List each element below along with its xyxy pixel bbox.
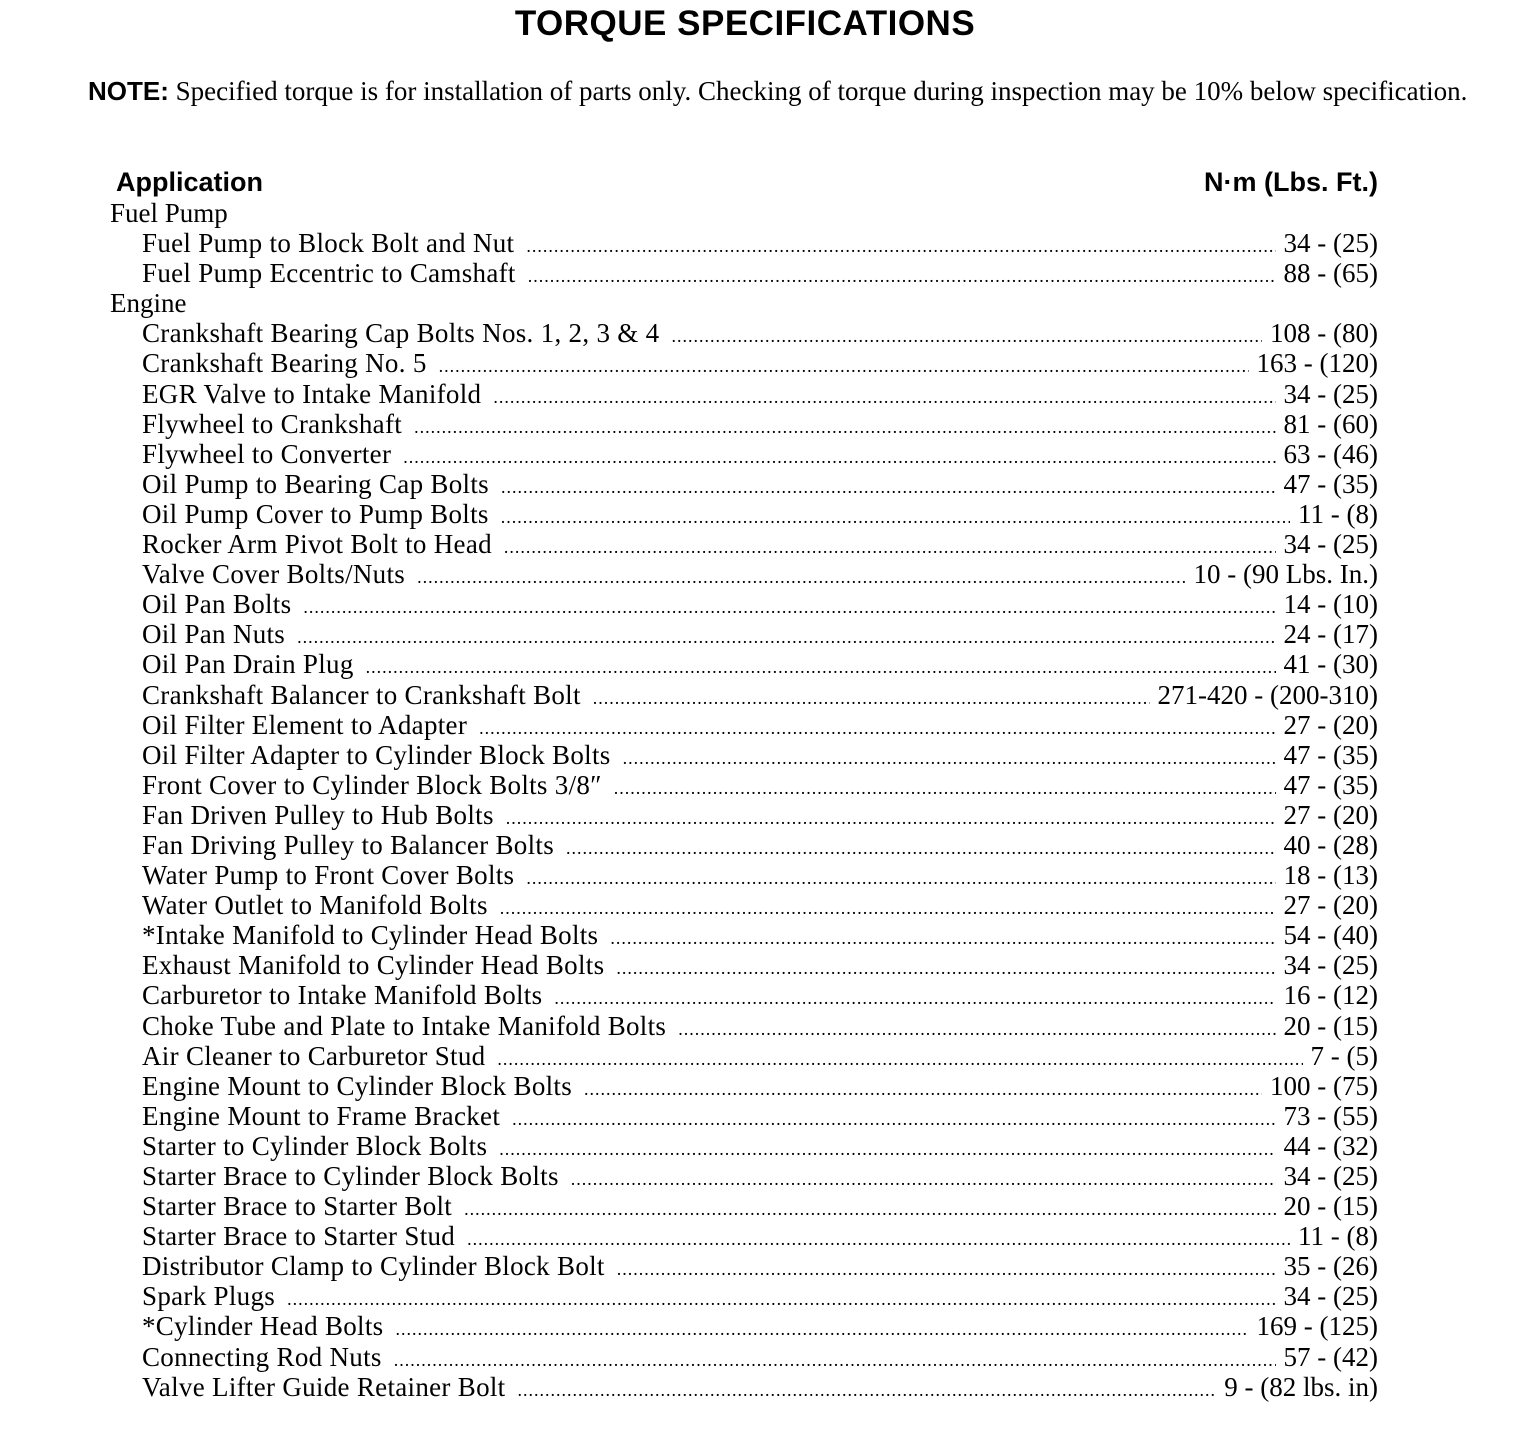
row-value: 27 - (20) (1283, 890, 1378, 921)
row-label: Rocker Arm Pivot Bolt to Head (142, 529, 492, 560)
note-paragraph (16, 76, 1476, 107)
row-value: 34 - (25) (1283, 1281, 1378, 1312)
row-value: 34 - (25) (1283, 529, 1378, 560)
table-row (110, 710, 1378, 740)
table-row (110, 890, 1378, 920)
row-value: 47 - (35) (1283, 468, 1378, 499)
row-value: 27 - (20) (1283, 799, 1378, 830)
row-value: 34 - (25) (1283, 228, 1378, 259)
note-label: NOTE: (88, 76, 169, 106)
table-row (110, 1101, 1378, 1131)
row-label: Flywheel to Converter (142, 438, 392, 469)
row-label: Choke Tube and Plate to Intake Manifold Bolts (142, 1010, 667, 1041)
dot-leader (403, 442, 1275, 469)
row-value: 88 - (65) (1283, 258, 1378, 289)
table-row (110, 228, 1378, 258)
row-value: 11 - (8) (1298, 1221, 1378, 1252)
row-label: Fan Driving Pulley to Balancer Bolts (142, 829, 555, 860)
dot-leader (593, 683, 1150, 710)
dot-leader (526, 231, 1275, 258)
row-value: 7 - (5) (1310, 1040, 1378, 1071)
dot-leader (394, 1345, 1276, 1372)
dot-leader (499, 1134, 1275, 1161)
row-label: Front Cover to Cylinder Block Bolts 3/8″ (142, 769, 602, 800)
column-header-torque: N·m (Lbs. Ft.) (1204, 167, 1378, 197)
row-label: Oil Pan Bolts (142, 589, 292, 620)
table-row (110, 1161, 1378, 1191)
row-value: 73 - (55) (1283, 1100, 1378, 1131)
row-value: 14 - (10) (1283, 589, 1378, 620)
table-row (110, 529, 1378, 559)
row-label: Engine Mount to Cylinder Block Bolts (142, 1070, 573, 1101)
row-label: Water Pump to Front Cover Bolts (142, 860, 515, 891)
row-value: 20 - (15) (1283, 1010, 1378, 1041)
row-value: 20 - (15) (1283, 1191, 1378, 1222)
row-value: 10 - (90 Lbs. In.) (1193, 559, 1378, 590)
row-label: Exhaust Manifold to Cylinder Head Bolts (142, 950, 605, 981)
row-value: 41 - (30) (1283, 649, 1378, 680)
dot-leader (617, 1254, 1276, 1281)
table-row (110, 740, 1378, 770)
row-label: Crankshaft Balancer to Crankshaft Bolt (142, 679, 581, 710)
dot-leader (366, 652, 1276, 679)
dot-leader (554, 983, 1275, 1010)
row-value: 34 - (25) (1283, 1161, 1378, 1191)
table-row (110, 409, 1378, 439)
table-row (110, 680, 1378, 710)
section-heading: Fuel Pump (110, 198, 228, 228)
dot-leader (467, 1224, 1290, 1251)
row-label: Starter Brace to Starter Stud (142, 1221, 456, 1252)
dot-leader (504, 532, 1276, 559)
dot-leader (500, 893, 1276, 920)
table-row (110, 649, 1378, 679)
dot-leader (497, 1044, 1302, 1071)
table-row (110, 619, 1378, 649)
row-value: 34 - (25) (1283, 950, 1378, 981)
table-header (110, 166, 1378, 198)
row-label: Oil Filter Element to Adapter (142, 709, 468, 740)
dot-leader (414, 412, 1275, 439)
table-row (110, 1342, 1378, 1372)
table-row (110, 920, 1378, 950)
table-row (110, 1191, 1378, 1221)
table-row (110, 318, 1378, 348)
column-header-application: Application (116, 167, 263, 197)
table-row (110, 950, 1378, 980)
dot-leader (566, 833, 1276, 860)
dot-leader (493, 382, 1275, 409)
table-row (110, 589, 1378, 619)
dot-leader (610, 923, 1275, 950)
section-heading: Engine (110, 288, 187, 319)
row-label: Crankshaft Bearing No. 5 (142, 348, 427, 379)
table-row (110, 559, 1378, 589)
table-row (110, 800, 1378, 830)
row-value: 24 - (17) (1283, 619, 1378, 650)
table-row (110, 1011, 1378, 1041)
table-row (110, 1281, 1378, 1311)
dot-leader (512, 1104, 1275, 1131)
row-label: Oil Pump to Bearing Cap Bolts (142, 468, 489, 499)
row-label: Valve Lifter Guide Retainer Bolt (142, 1371, 506, 1402)
row-value: 163 - (120) (1256, 348, 1378, 379)
table-row (110, 830, 1378, 860)
row-label: *Intake Manifold to Cylinder Head Bolts (142, 920, 599, 951)
table-row (110, 379, 1378, 409)
row-value: 47 - (35) (1283, 769, 1378, 800)
row-value: 16 - (12) (1283, 980, 1378, 1011)
row-label: *Cylinder Head Bolts (142, 1311, 384, 1342)
dot-leader (526, 863, 1275, 890)
row-label: Engine Mount to Frame Bracket (142, 1100, 501, 1131)
row-value: 169 - (125) (1256, 1311, 1378, 1342)
table-row (110, 980, 1378, 1010)
row-label: Fuel Pump to Block Bolt and Nut (142, 228, 515, 259)
row-label: EGR Valve to Intake Manifold (142, 378, 482, 409)
table-row (110, 1311, 1378, 1341)
dot-leader (623, 743, 1276, 770)
dot-leader (571, 1164, 1276, 1191)
row-label: Fan Driven Pulley to Hub Bolts (142, 799, 494, 830)
row-label: Water Outlet to Manifold Bolts (142, 890, 488, 921)
row-value: 35 - (26) (1283, 1251, 1378, 1282)
row-label: Starter Brace to Cylinder Block Bolts (142, 1161, 559, 1191)
dot-leader (439, 351, 1249, 378)
row-label: Fuel Pump Eccentric to Camshaft (142, 258, 516, 289)
table-row (110, 469, 1378, 499)
dot-leader (297, 622, 1275, 649)
table-row (110, 1041, 1378, 1071)
table-row (110, 439, 1378, 469)
row-label: Carburetor to Intake Manifold Bolts (142, 980, 543, 1011)
note-text: Specified torque is for installation of parts only. Checking of torque during inspection may be 10% below specification. (175, 76, 1468, 106)
row-value: 27 - (20) (1283, 709, 1378, 740)
table-row (110, 1131, 1378, 1161)
table-row (110, 860, 1378, 890)
table-row (110, 770, 1378, 800)
row-label: Connecting Rod Nuts (142, 1341, 382, 1372)
row-label: Air Cleaner to Carburetor Stud (142, 1040, 486, 1071)
table-row (110, 1372, 1378, 1402)
row-value: 9 - (82 lbs. in) (1224, 1371, 1378, 1402)
row-value: 108 - (80) (1270, 318, 1378, 349)
row-label: Valve Cover Bolts/Nuts (142, 559, 406, 590)
dot-leader (678, 1014, 1275, 1041)
row-value: 57 - (42) (1283, 1341, 1378, 1372)
row-label: Spark Plugs (142, 1281, 276, 1312)
torque-table (110, 166, 1378, 1402)
dot-leader (528, 261, 1276, 288)
row-label: Crankshaft Bearing Cap Bolts Nos. 1, 2, 3 & 4 (142, 318, 660, 349)
row-label: Flywheel to Crankshaft (142, 408, 403, 439)
dot-leader (479, 713, 1275, 740)
row-value: 18 - (13) (1283, 860, 1378, 891)
dot-leader (671, 321, 1262, 348)
row-label: Distributor Clamp to Cylinder Block Bolt (142, 1251, 605, 1282)
dot-leader (614, 773, 1276, 800)
dot-leader (417, 562, 1185, 589)
row-label: Oil Pump Cover to Pump Bolts (142, 498, 489, 529)
row-value: 81 - (60) (1283, 408, 1378, 439)
dot-leader (395, 1314, 1248, 1341)
row-value: 34 - (25) (1283, 378, 1378, 409)
row-value: 54 - (40) (1283, 920, 1378, 951)
row-value: 47 - (35) (1283, 739, 1378, 770)
dot-leader (518, 1375, 1217, 1402)
row-label: Starter to Cylinder Block Bolts (142, 1130, 488, 1161)
row-label: Oil Pan Nuts (142, 619, 286, 650)
row-value: 40 - (28) (1283, 829, 1378, 860)
row-label: Oil Pan Drain Plug (142, 649, 354, 680)
dot-leader (501, 472, 1276, 499)
table-row (110, 1221, 1378, 1251)
table-body (110, 198, 1378, 1402)
table-row (110, 1251, 1378, 1281)
table-row (110, 1071, 1378, 1101)
dot-leader (584, 1074, 1262, 1101)
row-value: 100 - (75) (1270, 1070, 1378, 1101)
dot-leader (616, 953, 1275, 980)
row-value: 44 - (32) (1283, 1130, 1378, 1161)
table-row (110, 258, 1378, 288)
table-row (110, 348, 1378, 378)
row-label: Starter Brace to Starter Bolt (142, 1191, 453, 1222)
row-value: 271-420 - (200-310) (1157, 679, 1378, 710)
page-title: TORQUE SPECIFICATIONS (514, 4, 976, 43)
dot-leader (287, 1284, 1275, 1311)
row-value: 11 - (8) (1298, 498, 1378, 529)
table-row (110, 499, 1378, 529)
row-label: Oil Filter Adapter to Cylinder Block Bolts (142, 739, 611, 770)
dot-leader (464, 1194, 1275, 1221)
dot-leader (303, 592, 1275, 619)
dot-leader (501, 502, 1290, 529)
dot-leader (506, 803, 1276, 830)
row-value: 63 - (46) (1283, 438, 1378, 469)
